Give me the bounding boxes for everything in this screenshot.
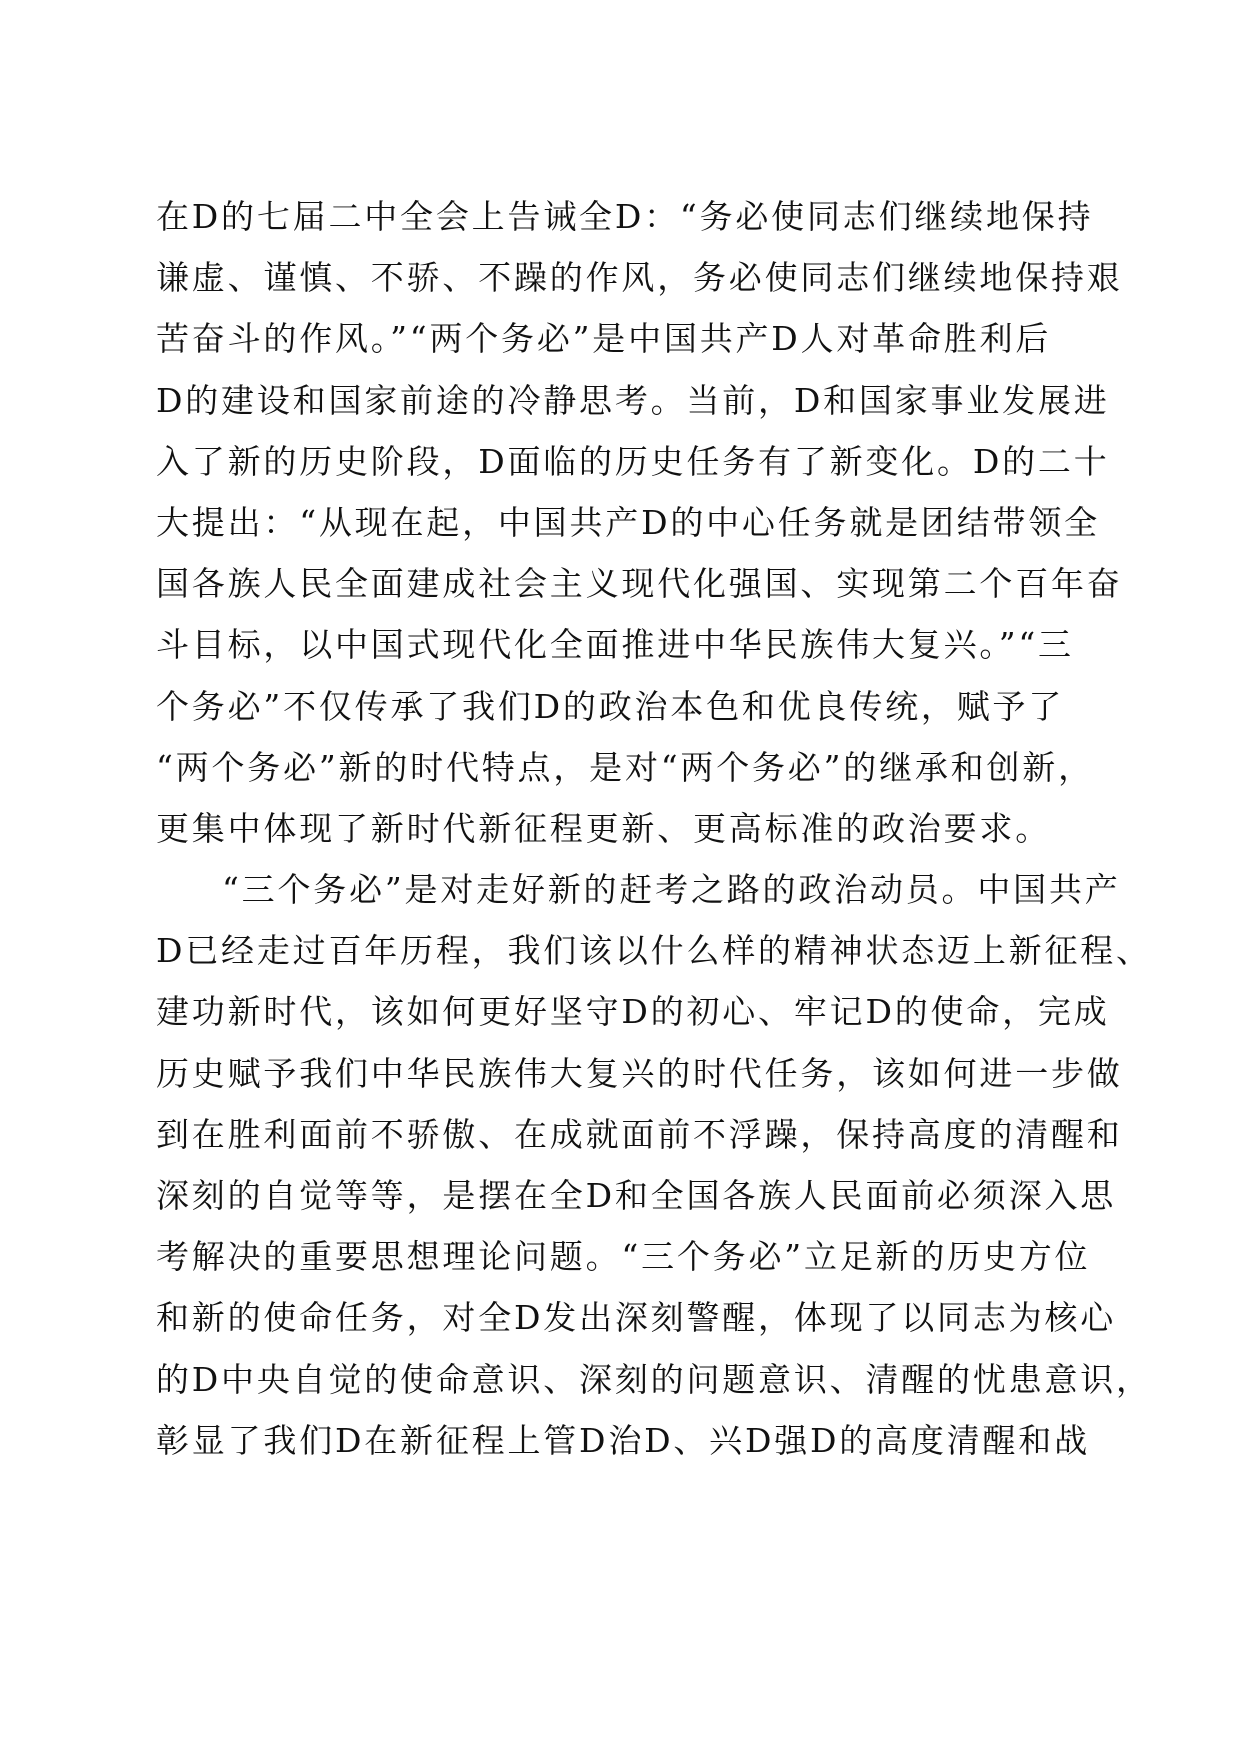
text-line: “三个务必”是对走好新的赶考之路的政治动员。中国共产 <box>222 870 1121 910</box>
text-line: D已经走过百年历程，我们该以什么样的精神状态迈上新征程、 <box>156 931 1152 971</box>
text-line: 国各族人民全面建成社会主义现代化强国、实现第二个百年奋 <box>156 564 1123 604</box>
text-line: D的建设和国家前途的冷静思考。当前，D和国家事业发展进 <box>156 380 1110 420</box>
text-line: 更集中体现了新时代新征程更新、更高标准的政治要求。 <box>156 808 1051 848</box>
text-line: 斗目标，以中国式现代化全面推进中华民族伟大复兴。”“三 <box>156 625 1074 665</box>
text-line: 的D中央自觉的使命意识、深刻的问题意识、清醒的忧患意识， <box>156 1359 1152 1399</box>
paragraph-2 <box>156 859 1152 1471</box>
text-line: “两个务必”新的时代特点，是对“两个务必”的继承和创新， <box>156 747 1094 787</box>
text-line: 谦虚、谨慎、不骄、不躁的作风，务必使同志们继续地保持艰 <box>156 258 1123 298</box>
text-line: 在D的七届二中全会上告诫全D：“务必使同志们继续地保持 <box>156 197 1094 236</box>
text-line: 深刻的自觉等等，是摆在全D和全国各族人民面前必须深入思 <box>156 1176 1117 1215</box>
text-line: 历史赋予我们中华民族伟大复兴的时代任务，该如何进一步做 <box>156 1053 1123 1093</box>
text-line: 彰显了我们D在新征程上管D治D、兴D强D的高度清醒和战 <box>156 1420 1090 1460</box>
text-line: 入了新的历史阶段，D面临的历史任务有了新变化。D的二十 <box>156 441 1110 481</box>
body-text <box>156 186 1152 1471</box>
paragraph-1 <box>156 186 1123 859</box>
text-line: 大提出：“从现在起，中国共产D的中心任务就是团结带领全 <box>156 502 1100 542</box>
text-line: 考解决的重要思想理论问题。“三个务必”立足新的历史方位 <box>156 1237 1091 1277</box>
text-line: 和新的使命任务，对全D发出深刻警醒，体现了以同志为核心 <box>156 1298 1117 1338</box>
text-line: 个务必”不仅传承了我们D的政治本色和优良传统，赋予了 <box>156 686 1065 726</box>
text-line: 建功新时代，该如何更好坚守D的初心、牢记D的使命，完成 <box>156 992 1110 1032</box>
text-line: 到在胜利面前不骄傲、在成就面前不浮躁，保持高度的清醒和 <box>156 1114 1123 1154</box>
text-line: 苦奋斗的作风。”“两个务必”是中国共产D人对革命胜利后 <box>156 319 1052 359</box>
